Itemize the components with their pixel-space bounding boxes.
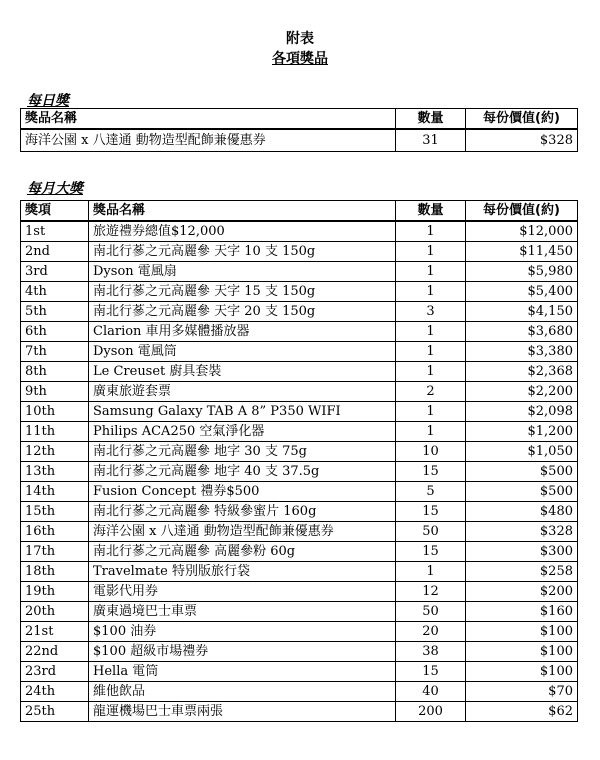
rank-cell: 9th — [21, 382, 89, 402]
rank-cell: 21st — [21, 622, 89, 642]
prize-name-cell: Fusion Concept 禮券$500 — [89, 482, 396, 502]
value-cell: $3,680 — [466, 322, 578, 342]
rank-cell: 12th — [21, 442, 89, 462]
value-cell: $200 — [466, 582, 578, 602]
prize-name-cell: 南北行蔘之元高麗參 天字 20 支 150g — [89, 302, 396, 322]
table-row — [21, 382, 578, 402]
rank-cell: 2nd — [21, 242, 89, 262]
prize-name-cell: 南北行蔘之元高麗參 地字 40 支 37.5g — [89, 462, 396, 482]
value-cell: $5,400 — [466, 282, 578, 302]
rank-cell: 1st — [21, 221, 89, 242]
quantity-cell: 1 — [396, 362, 466, 382]
rank-cell: 15th — [21, 502, 89, 522]
column-header-prize-name: 獎品名稱 — [21, 109, 396, 130]
quantity-cell: 12 — [396, 582, 466, 602]
value-cell: $2,098 — [466, 402, 578, 422]
prize-name-cell: Clarion 車用多媒體播放器 — [89, 322, 396, 342]
prize-name-cell: 南北行蔘之元高麗參 天字 15 支 150g — [89, 282, 396, 302]
table-row — [21, 262, 578, 282]
value-cell: $2,368 — [466, 362, 578, 382]
prize-name-cell: Philips ACA250 空氣淨化器 — [89, 422, 396, 442]
prize-name-cell: 旅遊禮券總值$12,000 — [89, 221, 396, 242]
daily-header-row — [21, 109, 578, 130]
column-header-value: 每份價值(約) — [466, 201, 578, 222]
quantity-cell: 1 — [396, 342, 466, 362]
prize-name-cell: 龍運機場巴士車票兩張 — [89, 702, 396, 722]
table-row — [21, 221, 578, 242]
quantity-cell: 1 — [396, 262, 466, 282]
rank-cell: 10th — [21, 402, 89, 422]
prize-name-cell: 海洋公園 x 八達通 動物造型配飾兼優惠券 — [89, 522, 396, 542]
column-header-quantity: 數量 — [396, 109, 466, 130]
table-row — [21, 402, 578, 422]
rank-cell: 7th — [21, 342, 89, 362]
quantity-cell: 200 — [396, 702, 466, 722]
prize-name-cell: Travelmate 特別版旅行袋 — [89, 562, 396, 582]
prize-name-cell: 南北行蔘之元高麗參 特級參蜜片 160g — [89, 502, 396, 522]
value-cell: $258 — [466, 562, 578, 582]
rank-cell: 25th — [21, 702, 89, 722]
table-row — [21, 602, 578, 622]
value-cell: $500 — [466, 482, 578, 502]
table-row — [21, 582, 578, 602]
table-row — [21, 462, 578, 482]
table-row — [21, 642, 578, 662]
rank-cell: 4th — [21, 282, 89, 302]
quantity-cell: 50 — [396, 522, 466, 542]
rank-cell: 16th — [21, 522, 89, 542]
rank-cell: 22nd — [21, 642, 89, 662]
quantity-cell: 20 — [396, 622, 466, 642]
table-row — [21, 129, 578, 152]
prize-name-cell: 海洋公園 x 八達通 動物造型配飾兼優惠券 — [21, 129, 396, 152]
table-row — [21, 502, 578, 522]
value-cell: $100 — [466, 622, 578, 642]
prize-name-cell: 廣東旅遊套票 — [89, 382, 396, 402]
table-row — [21, 242, 578, 262]
value-cell: $328 — [466, 522, 578, 542]
value-cell: $3,380 — [466, 342, 578, 362]
quantity-cell: 31 — [396, 129, 466, 152]
quantity-cell: 15 — [396, 502, 466, 522]
value-cell: $1,050 — [466, 442, 578, 462]
appendix-title: 附表 — [286, 31, 314, 47]
table-row — [21, 442, 578, 462]
quantity-cell: 10 — [396, 442, 466, 462]
value-cell: $5,980 — [466, 262, 578, 282]
table-row — [21, 362, 578, 382]
column-header-rank: 獎項 — [21, 201, 89, 222]
value-cell: $480 — [466, 502, 578, 522]
value-cell: $328 — [466, 129, 578, 152]
value-cell: $4,150 — [466, 302, 578, 322]
monthly-prize-table — [20, 200, 578, 722]
prize-name-cell: Samsung Galaxy TAB A 8” P350 WIFI — [89, 402, 396, 422]
prize-name-cell: Le Creuset 廚具套裝 — [89, 362, 396, 382]
quantity-cell: 1 — [396, 221, 466, 242]
prize-name-cell: $100 超級市場禮券 — [89, 642, 396, 662]
value-cell: $1,200 — [466, 422, 578, 442]
table-row — [21, 482, 578, 502]
quantity-cell: 2 — [396, 382, 466, 402]
daily-prize-table — [20, 108, 578, 152]
rank-cell: 13th — [21, 462, 89, 482]
prize-name-cell: 電影代用券 — [89, 582, 396, 602]
rank-cell: 11th — [21, 422, 89, 442]
prize-name-cell: 南北行蔘之元高麗參 地字 30 支 75g — [89, 442, 396, 462]
table-row — [21, 522, 578, 542]
daily-prize-heading: 每日獎 — [27, 93, 69, 109]
prize-name-cell: Dyson 電風扇 — [89, 262, 396, 282]
column-header-prize-name: 獎品名稱 — [89, 201, 396, 222]
prize-name-cell: 南北行蔘之元高麗參 高麗參粉 60g — [89, 542, 396, 562]
value-cell: $62 — [466, 702, 578, 722]
column-header-value: 每份價值(約) — [466, 109, 578, 130]
table-row — [21, 422, 578, 442]
prize-list-title: 各項獎品 — [272, 51, 328, 67]
rank-cell: 18th — [21, 562, 89, 582]
value-cell: $300 — [466, 542, 578, 562]
table-row — [21, 322, 578, 342]
table-row — [21, 702, 578, 722]
prize-name-cell: 廣東過境巴士車票 — [89, 602, 396, 622]
monthly-header-row — [21, 201, 578, 222]
quantity-cell: 38 — [396, 642, 466, 662]
table-row — [21, 562, 578, 582]
monthly-prize-heading: 每月大獎 — [27, 181, 83, 197]
quantity-cell: 40 — [396, 682, 466, 702]
quantity-cell: 1 — [396, 242, 466, 262]
prize-name-cell: 南北行蔘之元高麗參 天字 10 支 150g — [89, 242, 396, 262]
quantity-cell: 15 — [396, 542, 466, 562]
prize-name-cell: 維他飲品 — [89, 682, 396, 702]
table-row — [21, 342, 578, 362]
quantity-cell: 1 — [396, 282, 466, 302]
quantity-cell: 1 — [396, 422, 466, 442]
quantity-cell: 1 — [396, 402, 466, 422]
value-cell: $500 — [466, 462, 578, 482]
table-row — [21, 622, 578, 642]
value-cell: $100 — [466, 662, 578, 682]
rank-cell: 8th — [21, 362, 89, 382]
table-row — [21, 282, 578, 302]
rank-cell: 19th — [21, 582, 89, 602]
prize-name-cell: Dyson 電風筒 — [89, 342, 396, 362]
table-row — [21, 542, 578, 562]
rank-cell: 14th — [21, 482, 89, 502]
quantity-cell: 50 — [396, 602, 466, 622]
quantity-cell: 1 — [396, 322, 466, 342]
table-row — [21, 302, 578, 322]
rank-cell: 24th — [21, 682, 89, 702]
value-cell: $160 — [466, 602, 578, 622]
prize-name-cell: $100 油券 — [89, 622, 396, 642]
value-cell: $12,000 — [466, 221, 578, 242]
quantity-cell: 5 — [396, 482, 466, 502]
rank-cell: 23rd — [21, 662, 89, 682]
column-header-quantity: 數量 — [396, 201, 466, 222]
value-cell: $70 — [466, 682, 578, 702]
value-cell: $100 — [466, 642, 578, 662]
rank-cell: 6th — [21, 322, 89, 342]
rank-cell: 5th — [21, 302, 89, 322]
quantity-cell: 15 — [396, 662, 466, 682]
quantity-cell: 15 — [396, 462, 466, 482]
quantity-cell: 1 — [396, 562, 466, 582]
table-row — [21, 682, 578, 702]
quantity-cell: 3 — [396, 302, 466, 322]
rank-cell: 20th — [21, 602, 89, 622]
table-row — [21, 662, 578, 682]
value-cell: $11,450 — [466, 242, 578, 262]
value-cell: $2,200 — [466, 382, 578, 402]
rank-cell: 3rd — [21, 262, 89, 282]
rank-cell: 17th — [21, 542, 89, 562]
prize-name-cell: Hella 電筒 — [89, 662, 396, 682]
